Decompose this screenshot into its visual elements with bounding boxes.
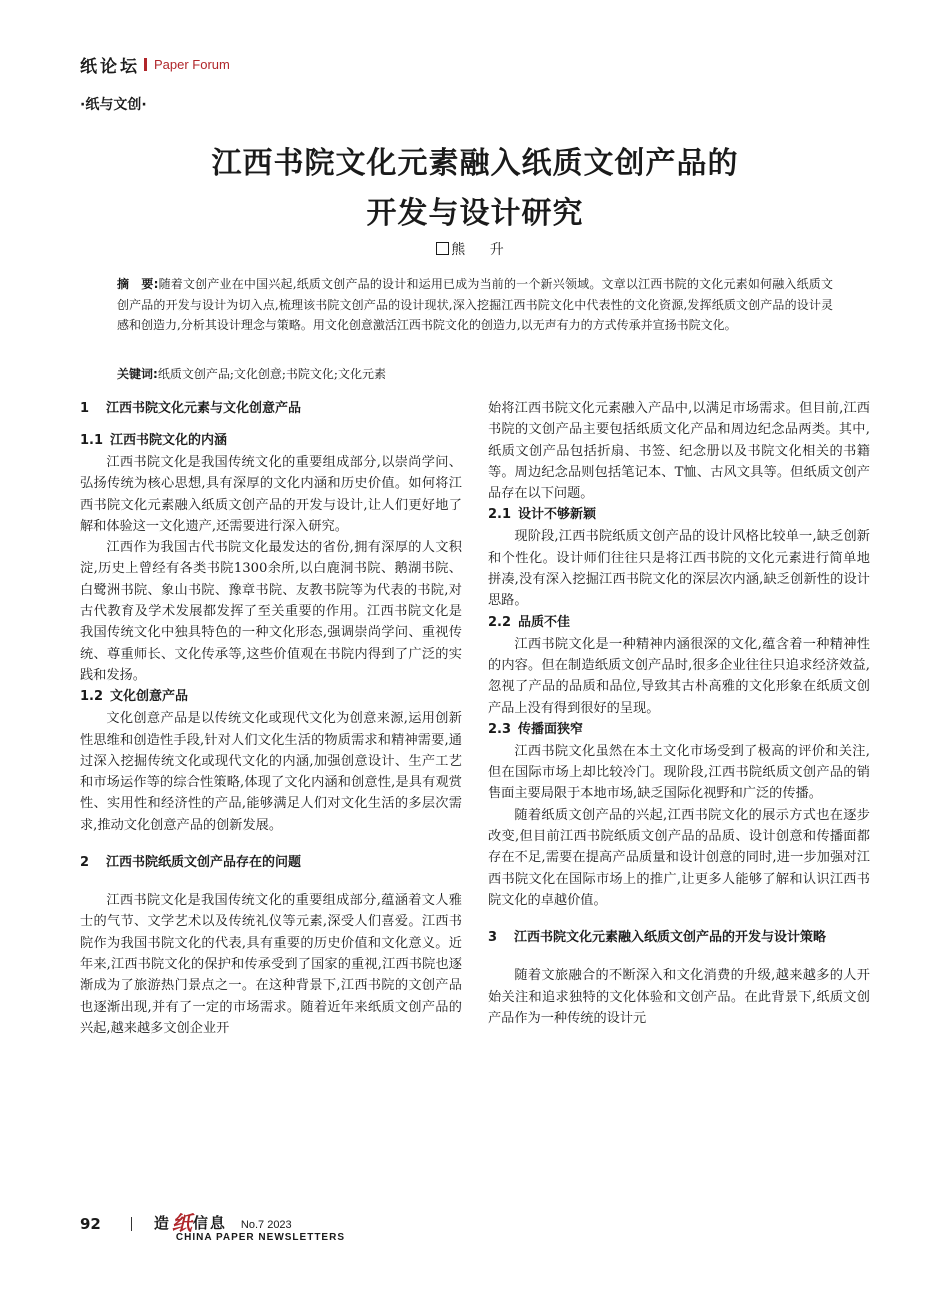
footer-divider [131,1217,132,1231]
forum-divider-bar [144,58,147,71]
article-title-line-2: 开发与设计研究 [366,196,584,231]
column-label: ·纸与文创· [80,97,147,113]
subsection-heading-2-1: 2.1 设计不够新颖 [488,507,597,523]
journal-brand [154,1205,345,1243]
article-title-line-1: 江西书院文化元素融入纸质文创产品的 [211,146,739,181]
brand-char-b: 信息 [192,1214,227,1232]
brand-char-a: 造 [153,1214,171,1232]
abstract-text: 随着文创产业在中国兴起,纸质文创产品的设计和运用已成为当前的一个新兴领域。文章以江西书院的文化元素如何融入纸质文创产品的开发与设计为切入点,梳理该书院文创产品的设计现状,深入挖掘江西书院文化中代表性的文化资源,发挥纸质文创产品的设计灵感和创造力,分析其设计理念与策略。用文化创意激活江西书院文化的创造力,以无声有力的方式传承并宣扬书院文化。 [117,277,833,332]
section-heading-3: 3 江西书院文化元素融入纸质文创产品的开发与设计策略 [488,930,827,946]
brand-english: CHINA PAPER NEWSLETTERS [175,1232,345,1243]
page-number: 92 [80,1215,101,1233]
abstract-label: 摘 要: [117,277,159,291]
subsection-heading-2-2: 2.2 品质不佳 [488,614,571,630]
paragraph: 江西作为我国古代书院文化最发达的省份,拥有深厚的人文积淀,历史上曾经有各类书院1300余所,以白鹿洞书院、鹅湖书院、白鹭洲书院、象山书院、豫章书院、友教书院等为代表的书院,对古代教育及学术发展都发挥了至关重要的作用。江西书院文化是我国传统文化中独具特色的一种文化形态,强调崇尚学问、重视传统、尊重师长、文化传承等,这些价值观在书院内得到了广泛的实践和发扬。 [80,540,462,683]
paragraph: 文化创意产品是以传统文化或现代文化为创意来源,运用创新性思维和创造性手段,针对人们文化生活的物质需求和精神需要,通过深入挖掘传统文化或现代文化的内涵,加强创意设计、生产工艺和市场运作等的综合性策略,体现了文化内涵和创意性,是具有观赏性、实用性和经济性的产品,能够满足人们对文化生活的多层次需求,推动文化创意产品的创新发展。 [80,711,462,833]
author-line [0,239,950,259]
subsection-heading-1-1: 1.1 江西书院文化的内涵 [80,433,228,448]
author-name: 熊 升 [451,242,514,258]
section-heading-1: 1 江西书院文化元素与文化创意产品 [80,401,302,416]
paragraph: 始将江西书院文化元素融入产品中,以满足市场需求。但目前,江西书院的文创产品主要包括纸质文化产品和周边纪念品两类。其中,纸质文创产品包括折扇、书签、纪念册以及书院文化相关的书籍等。周边纪念品则包括笔记本、T恤、古风文具等。但纸质文创产品存在以下问题。 [488,401,870,502]
paragraph: 随着纸质文创产品的兴起,江西书院文化的展示方式也在逐步改变,但目前江西书院纸质文创产品的品质、设计创意和传播面都存在不足,需要在提高产品质量和设计创意的同时,进一步加强对江西书院文化在国际市场上的推广,让更多人能够了解和认识江西书院文化的卓越价值。 [488,807,870,908]
subsection-heading-1-2: 1.2 文化创意产品 [80,689,189,705]
page-footer [80,1205,345,1243]
subsection-heading-2-3: 2.3 传播面狭窄 [488,721,584,737]
abstract [117,274,833,336]
paragraph: 江西书院文化虽然在本土文化市场受到了极高的评价和关注,但在国际市场上却比较冷门。现阶段,江西书院纸质文创产品的销售面主要局限于本地市场,缺乏国际化视野和广泛的传播。 [488,743,870,802]
issue-number: No.7 2023 [240,1219,292,1231]
keywords-text: 纸质文创产品;文化创意;书院文化;文化元素 [157,367,386,381]
keywords-label: 关键词: [117,367,158,381]
author-box-icon [436,242,449,255]
left-column [80,398,462,1039]
forum-header [80,52,230,77]
keywords [117,364,833,384]
paragraph: 随着文旅融合的不断深入和文化消费的升级,越来越多的人开始关注和追求独特的文化体验和文创产品。在此背景下,纸质文创产品作为一种传统的设计元 [488,968,870,1026]
paragraph: 江西书院文化是我国传统文化的重要组成部分,以崇尚学问、弘扬传统为核心思想,具有深厚的文化内涵和历史价值。如何将江西书院文化元素融入纸质文创产品的开发与设计,让人们更好地了解和体验这一文化遗产,还需要进行深入研究。 [80,455,462,534]
section-heading-2: 2 江西书院纸质文创产品存在的问题 [80,855,302,871]
brand-logo-mark: 纸 [171,1211,192,1235]
right-column [488,398,870,1029]
paragraph: 现阶段,江西书院纸质文创产品的设计风格比较单一,缺乏创新和个性化。设计师们往往只是将江西书院的文化元素进行简单地拼凑,没有深入挖掘江西书院文化的深层次内涵,缺乏创新性的设计思路。 [488,529,870,609]
forum-name-en: Paper Forum [154,57,230,72]
paragraph: 江西书院文化是一种精神内涵很深的文化,蕴含着一种精神性的内容。但在制造纸质文创产品时,很多企业往往只追求经济效益,忽视了产品的品质和品位,导致其古朴高雅的文化形象在纸质文创产品上没有得到很好的呈现。 [488,636,870,716]
paragraph: 江西书院文化是我国传统文化的重要组成部分,蕴涵着文人雅士的气节、文学艺术以及传统礼仪等元素,深受人们喜爱。江西书院作为我国书院文化的代表,具有重要的历史价值和文化意义。近年来,江西书院文化的保护和传承受到了国家的重视,江西书院也逐渐成为了旅游热门景点之一。在这种背景下,江西书院的文创产品也逐渐出现,并有了一定的市场需求。随着近年来纸质文创产品的兴起,越来越多文创企业开 [80,893,462,1036]
forum-name-cn: 纸论坛 [80,57,140,77]
